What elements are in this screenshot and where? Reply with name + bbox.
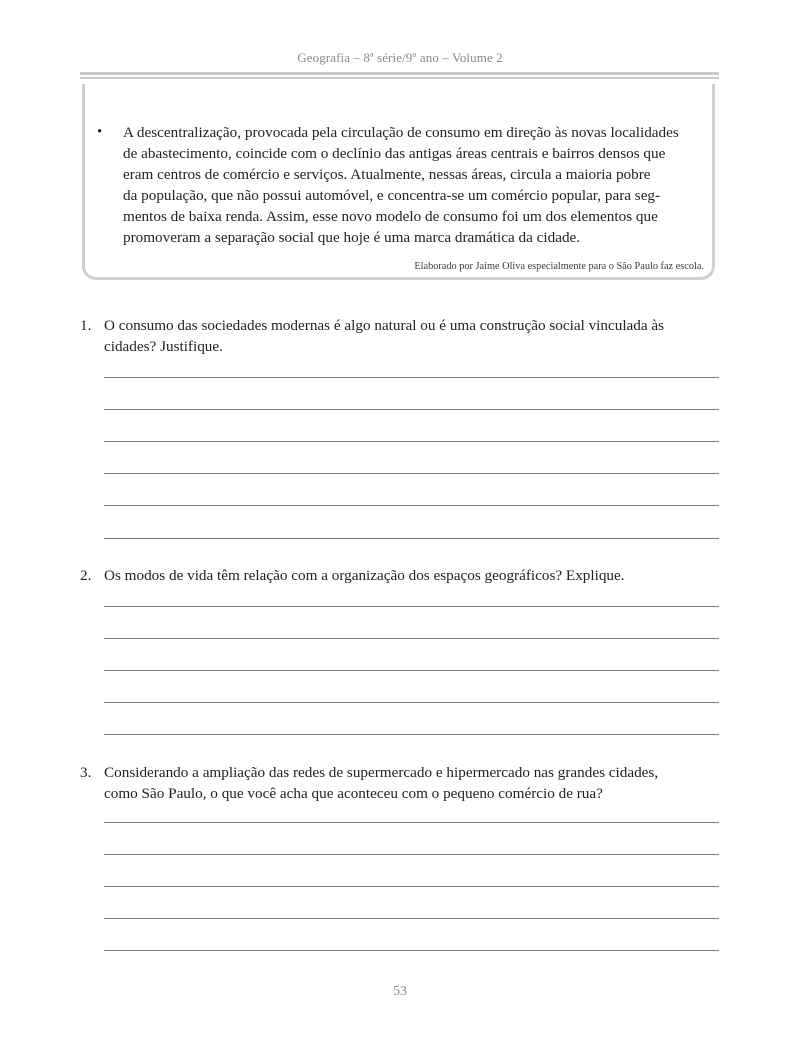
answer-line[interactable] bbox=[104, 505, 719, 506]
answer-line[interactable] bbox=[104, 441, 719, 442]
bullet-icon: • bbox=[97, 124, 103, 140]
question-line: como São Paulo, o que você acha que aconteceu com o pequeno comércio de rua? bbox=[104, 785, 603, 802]
question-2 bbox=[80, 565, 720, 586]
excerpt-text bbox=[123, 122, 708, 248]
question-number: 1. bbox=[80, 317, 92, 334]
answer-line[interactable] bbox=[104, 670, 719, 671]
running-header: Geografia – 8ª série/9º ano – Volume 2 bbox=[297, 50, 503, 65]
question-number: 3. bbox=[80, 764, 92, 781]
answer-line[interactable] bbox=[104, 886, 719, 887]
excerpt-paragraph bbox=[92, 122, 708, 248]
question-text bbox=[104, 565, 720, 586]
question-line: Considerando a ampliação das redes de supermercado e hipermercado nas grandes cidades, bbox=[104, 764, 659, 781]
answer-line[interactable] bbox=[104, 734, 719, 735]
page-number: 53 bbox=[393, 984, 407, 999]
answer-line[interactable] bbox=[104, 473, 719, 474]
excerpt-line: promoveram a separação social que hoje é uma marca dramática da cidade. bbox=[123, 229, 581, 246]
question-line: Os modos de vida têm relação com a organização dos espaços geográficos? Explique. bbox=[104, 567, 625, 584]
answer-line[interactable] bbox=[104, 854, 719, 855]
answer-line[interactable] bbox=[104, 822, 719, 823]
question-number: 2. bbox=[80, 567, 92, 584]
answer-line[interactable] bbox=[104, 606, 719, 607]
excerpt-line: eram centros de comércio e serviços. Atualmente, nessas áreas, circula a maioria pobre bbox=[123, 166, 651, 183]
answer-line[interactable] bbox=[104, 950, 719, 951]
answer-line[interactable] bbox=[104, 638, 719, 639]
question-line: cidades? Justifique. bbox=[104, 338, 223, 355]
question-1 bbox=[80, 315, 720, 357]
answer-line[interactable] bbox=[104, 538, 719, 539]
header-rule-bottom bbox=[80, 77, 719, 79]
excerpt-line: mentos de baixa renda. Assim, esse novo modelo de consumo foi um dos elementos que bbox=[123, 208, 658, 225]
question-line: O consumo das sociedades modernas é algo natural ou é uma construção social vinculada às bbox=[104, 317, 665, 334]
excerpt-line: da população, que não possui automóvel, e concentra-se um comércio popular, para seg- bbox=[123, 187, 661, 204]
answer-line[interactable] bbox=[104, 702, 719, 703]
answer-line[interactable] bbox=[104, 409, 719, 410]
question-text bbox=[104, 762, 720, 804]
excerpt-line: A descentralização, provocada pela circulação de consumo em direção às novas localidades bbox=[123, 124, 679, 141]
answer-line[interactable] bbox=[104, 377, 719, 378]
excerpt-credit: Elaborado por Jaime Oliva especialmente para o São Paulo faz escola. bbox=[414, 261, 704, 272]
header-rule-top bbox=[80, 72, 719, 75]
excerpt-line: de abastecimento, coincide com o declínio das antigas áreas centrais e bairros densos que bbox=[123, 145, 666, 162]
question-3 bbox=[80, 762, 720, 804]
question-text bbox=[104, 315, 720, 357]
answer-line[interactable] bbox=[104, 918, 719, 919]
